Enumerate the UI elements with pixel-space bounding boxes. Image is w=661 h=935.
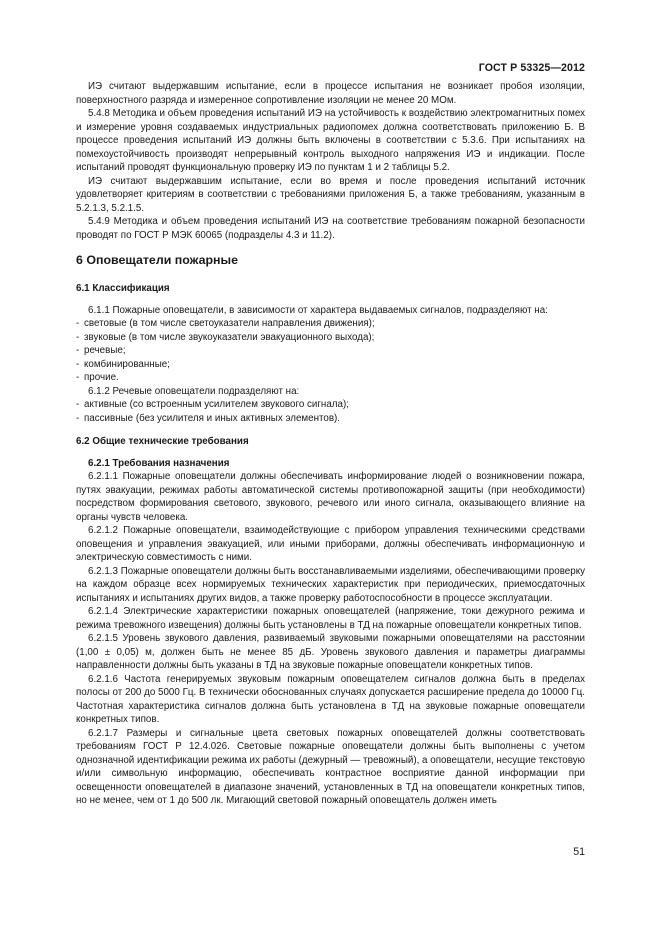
list-item-text: комбинированные; [84, 358, 170, 370]
list-item-text: световые (в том числе светоуказатели направления движения); [84, 318, 375, 329]
paragraph: 6.1.1 Пожарные оповещатели, в зависимости от характера выдаваемых сигналов, подразделяют на: [88, 304, 548, 316]
paragraph: ИЭ считают выдержавшим испытание, если во время и после проведения испытаний источник удовлетворяет критериям в соответствии с требованиями приложения Б, а также требованиям, указанным в 5.2.1.3, 5.2.1.5. [76, 175, 585, 214]
list-item-text: прочие. [84, 372, 119, 383]
list-item [76, 317, 585, 331]
paragraph: 5.4.9 Методика и объем проведения испытаний ИЭ на соответствие требованиям пожарной безопасности проводят по ГОСТ Р МЭК 60065 (подразделы 4.3 и 11.2). [76, 216, 585, 241]
document-body [76, 80, 585, 808]
list-dash: - [76, 412, 80, 424]
list-item [76, 398, 585, 412]
paragraph: 6.2.1.5 Уровень звукового давления, развиваемый звуковыми пожарными оповещателями на расстоянии (1,00 ± 0,05) м, должен быть не менее 85 дБ. Уровень звукового давления и параметры диаграммы направленности должны быть указаны в ТД на звуковые пожарные оповещатели конкретных типов. [76, 633, 585, 671]
list-dash: - [76, 345, 80, 356]
list-dash: - [76, 399, 80, 410]
list-item-text: речевые; [84, 345, 126, 356]
list-dash: - [76, 372, 80, 383]
list-item-text: пассивные (без усилителя и иных активных элементов). [84, 412, 341, 424]
list-dash: - [76, 318, 80, 329]
paragraph: 5.4.8 Методика и объем проведения испытаний ИЭ на устойчивость к воздействию электромагнитных помех и измерение уровня создаваемых индустриальных радиопомех должна соответствовать приложению Б. В процессе проведения испытаний ИЭ должны быть включены в соответствии с 5.3.6. При испытаниях на помехоустойчивость производят непрерывный контроль выходного напряжения ИЭ и индикации. После испытаний проводят функциональную проверку ИЭ по пунктам 1 и 2 таблицы 5.2. [76, 108, 585, 173]
paragraph: 6.2.1.1 Пожарные оповещатели должны обеспечивать информирование людей о возникновении пожара, путях эвакуации, режимах работы автоматической системы противопожарной защиты (при необходимости) посредством формирования светового, звукового, речевого или иного сигнала, оказывающего влияние на органы чувств человека. [76, 471, 585, 523]
list-dash: - [76, 331, 80, 343]
paragraph: 6.1.2 Речевые оповещатели подразделяют на: [88, 385, 300, 397]
section-heading: 6 Оповещатели пожарные [76, 253, 238, 267]
list-item [76, 358, 585, 372]
list-item [76, 331, 585, 345]
clause-heading: 6.2.1 Требования назначения [88, 457, 230, 469]
list-item [76, 371, 585, 385]
page-number: 51 [573, 846, 585, 858]
list-item-text: активные (со встроенным усилителем звукового сигнала); [84, 399, 349, 410]
paragraph: 6.2.1.4 Электрические характеристики пожарных оповещателей (напряжение, токи дежурного режима и режима тревожного извещения) должны быть установлены в ТД на пожарные оповещатели конкретных типов. [76, 606, 585, 631]
paragraph: 6.2.1.6 Частота генерируемых звуковым пожарным оповещателем сигналов должна быть в пределах полосы от 200 до 5000 Гц. В технически обоснованных случаях допускается расширение предела до 10000 Гц. Частотная характеристика сигналов должна быть установлена в ТД на звуковые пожарные оповещатели конкретных типов. [76, 673, 585, 725]
list-dash: - [76, 358, 80, 370]
paragraph: 6.2.1.2 Пожарные оповещатели, взаимодействующие с прибором управления техническими средствами оповещения и управления эвакуацией, или иными приборами, должны обеспечивать информационную и электрическую совместимость с ними. [76, 525, 585, 563]
list-item-text: звуковые (в том числе звукоуказатели эвакуационного выхода); [84, 331, 375, 343]
standard-header: ГОСТ Р 53325—2012 [478, 62, 585, 74]
subsection-heading: 6.2 Общие технические требования [76, 436, 249, 447]
paragraph: ИЭ считают выдержавшим испытание, если в процессе испытания не возникает пробоя изоляции, поверхностного разряда и измеренное сопротивление изоляции не менее 20 МОм. [76, 81, 585, 106]
paragraph: 6.2.1.3 Пожарные оповещатели должны быть восстанавливаемыми изделиями, обеспечивающими проверку на каждом образце всех нормируемых технических характеристик при периодических, приемосдаточных испытаниях и испытаниях других видов, а также проверку работоспособности в процессе эксплуатации. [76, 565, 585, 604]
list-item [76, 412, 585, 426]
list-item [76, 344, 585, 358]
paragraph: 6.2.1.7 Размеры и сигнальные цвета световых пожарных оповещателей должны соответствовать требованиям ГОСТ Р 12.4.026. Световые пожарные оповещатели должны быть выполнены с учетом однозначной идентификации режима их работы (дежурный — тревожный), а оповещатели, несущие текстовую и/или символьную информацию, обеспечивать контрастное восприятие данной информации при освещенности оповещателей в диапазоне значений, установленных в ТД на оповещатели конкретных типов, но не менее, чем от 1 до 500 лк. Мигающий световой пожарный оповещатель должен иметь [76, 727, 585, 806]
subsection-heading: 6.1 Классификация [76, 283, 170, 294]
